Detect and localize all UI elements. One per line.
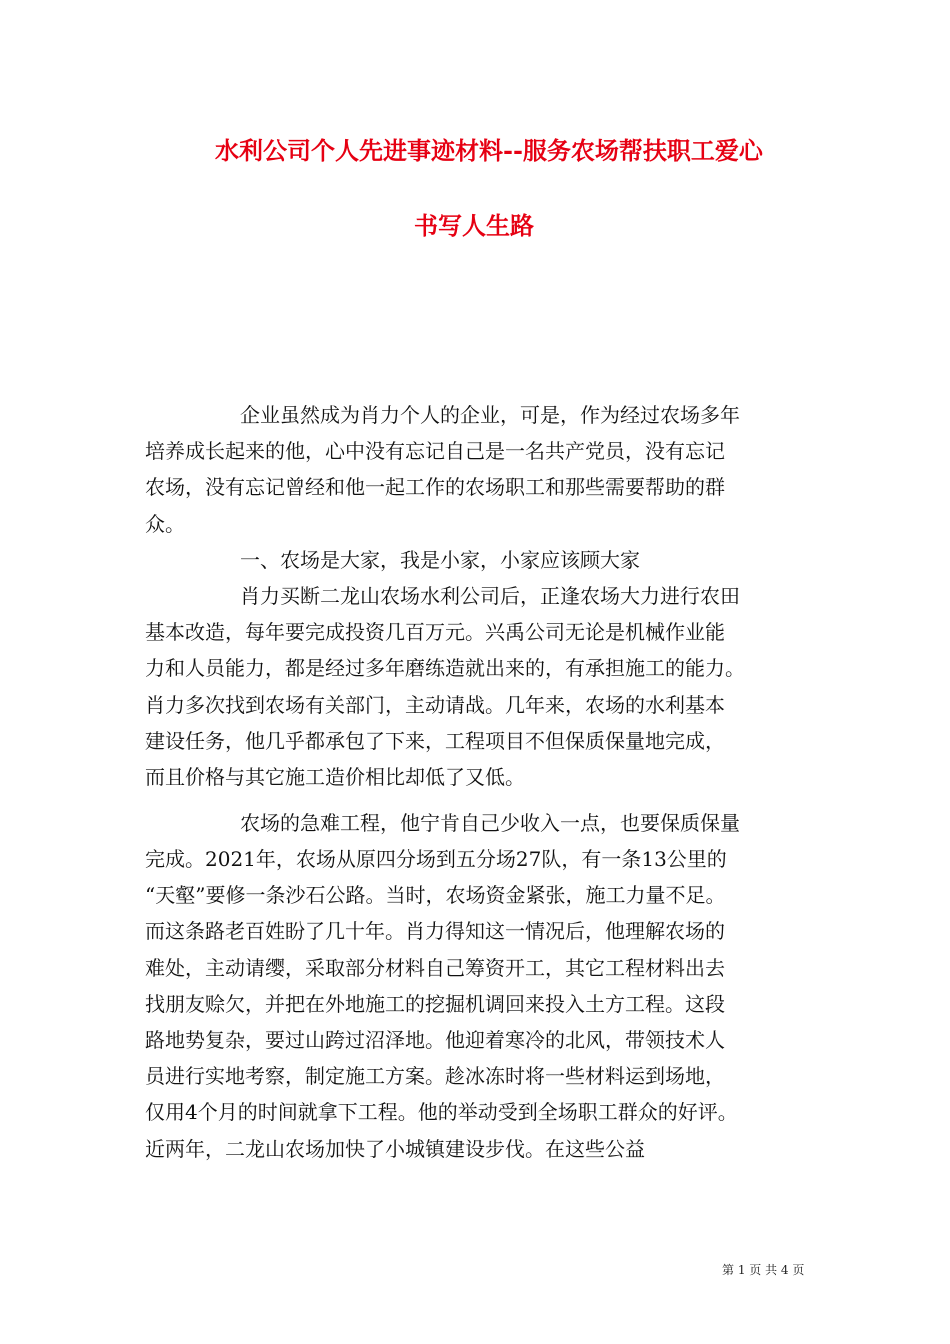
body-line-16: 难处，主动请缨，采取部分材料自己筹资开工，其它工程材料出去 [145,956,725,980]
body-line-13: 完成。2021年，农场从原四分场到五分场27队，有一条13公里的 [145,847,727,871]
document-title-line-2: 书写人生路 [414,211,534,240]
body-line-3: 农场，没有忘记曾经和他一起工作的农场职工和那些需要帮助的群 [145,475,725,499]
body-line-7: 基本改造，每年要完成投资几百万元。兴禹公司无论是机械作业能 [145,620,725,644]
section-heading-1: 一、农场是大家，我是小家，小家应该顾大家 [240,548,640,572]
body-line-17: 找朋友赊欠，并把在外地施工的挖掘机调回来投入土方工程。这段 [145,992,725,1016]
body-line-2: 培养成长起来的他，心中没有忘记自己是一名共产党员，没有忘记 [145,439,725,463]
body-line-11: 而且价格与其它施工造价相比却低了又低。 [145,765,525,789]
document-title-line-1: 水利公司个人先进事迹材料--服务农场帮扶职工爱心 [215,136,763,165]
body-line-4: 众。 [145,512,185,536]
body-line-19: 员进行实地考察，制定施工方案。趁冰冻时将一些材料运到场地， [145,1064,725,1088]
body-line-6: 肖力买断二龙山农场水利公司后，正逢农场大力进行农田 [240,584,740,608]
body-line-12: 农场的急难工程，他宁肯自己少收入一点，也要保质保量 [240,811,740,835]
body-line-15: 而这条路老百姓盼了几十年。肖力得知这一情况后，他理解农场的 [145,919,725,943]
body-line-14: “天壑”要修一条沙石公路。当时，农场资金紧张，施工力量不足。 [145,883,726,907]
body-line-20: 仅用4个月的时间就拿下工程。他的举动受到全场职工群众的好评。 [145,1100,738,1124]
body-line-18: 路地势复杂，要过山跨过沼泽地。他迎着寒冷的北风，带领技术人 [145,1028,725,1052]
body-line-1: 企业虽然成为肖力个人的企业，可是，作为经过农场多年 [240,403,740,427]
body-line-10: 建设任务，他几乎都承包了下来，工程项目不但保质保量地完成， [145,729,725,753]
page-footer: 第 1 页 共 4 页 [722,1263,805,1277]
body-line-8: 力和人员能力，都是经过多年磨练造就出来的，有承担施工的能力。 [145,656,745,680]
body-line-9: 肖力多次找到农场有关部门，主动请战。几年来，农场的水利基本 [145,693,725,717]
body-line-21: 近两年，二龙山农场加快了小城镇建设步伐。在这些公益 [145,1137,645,1161]
